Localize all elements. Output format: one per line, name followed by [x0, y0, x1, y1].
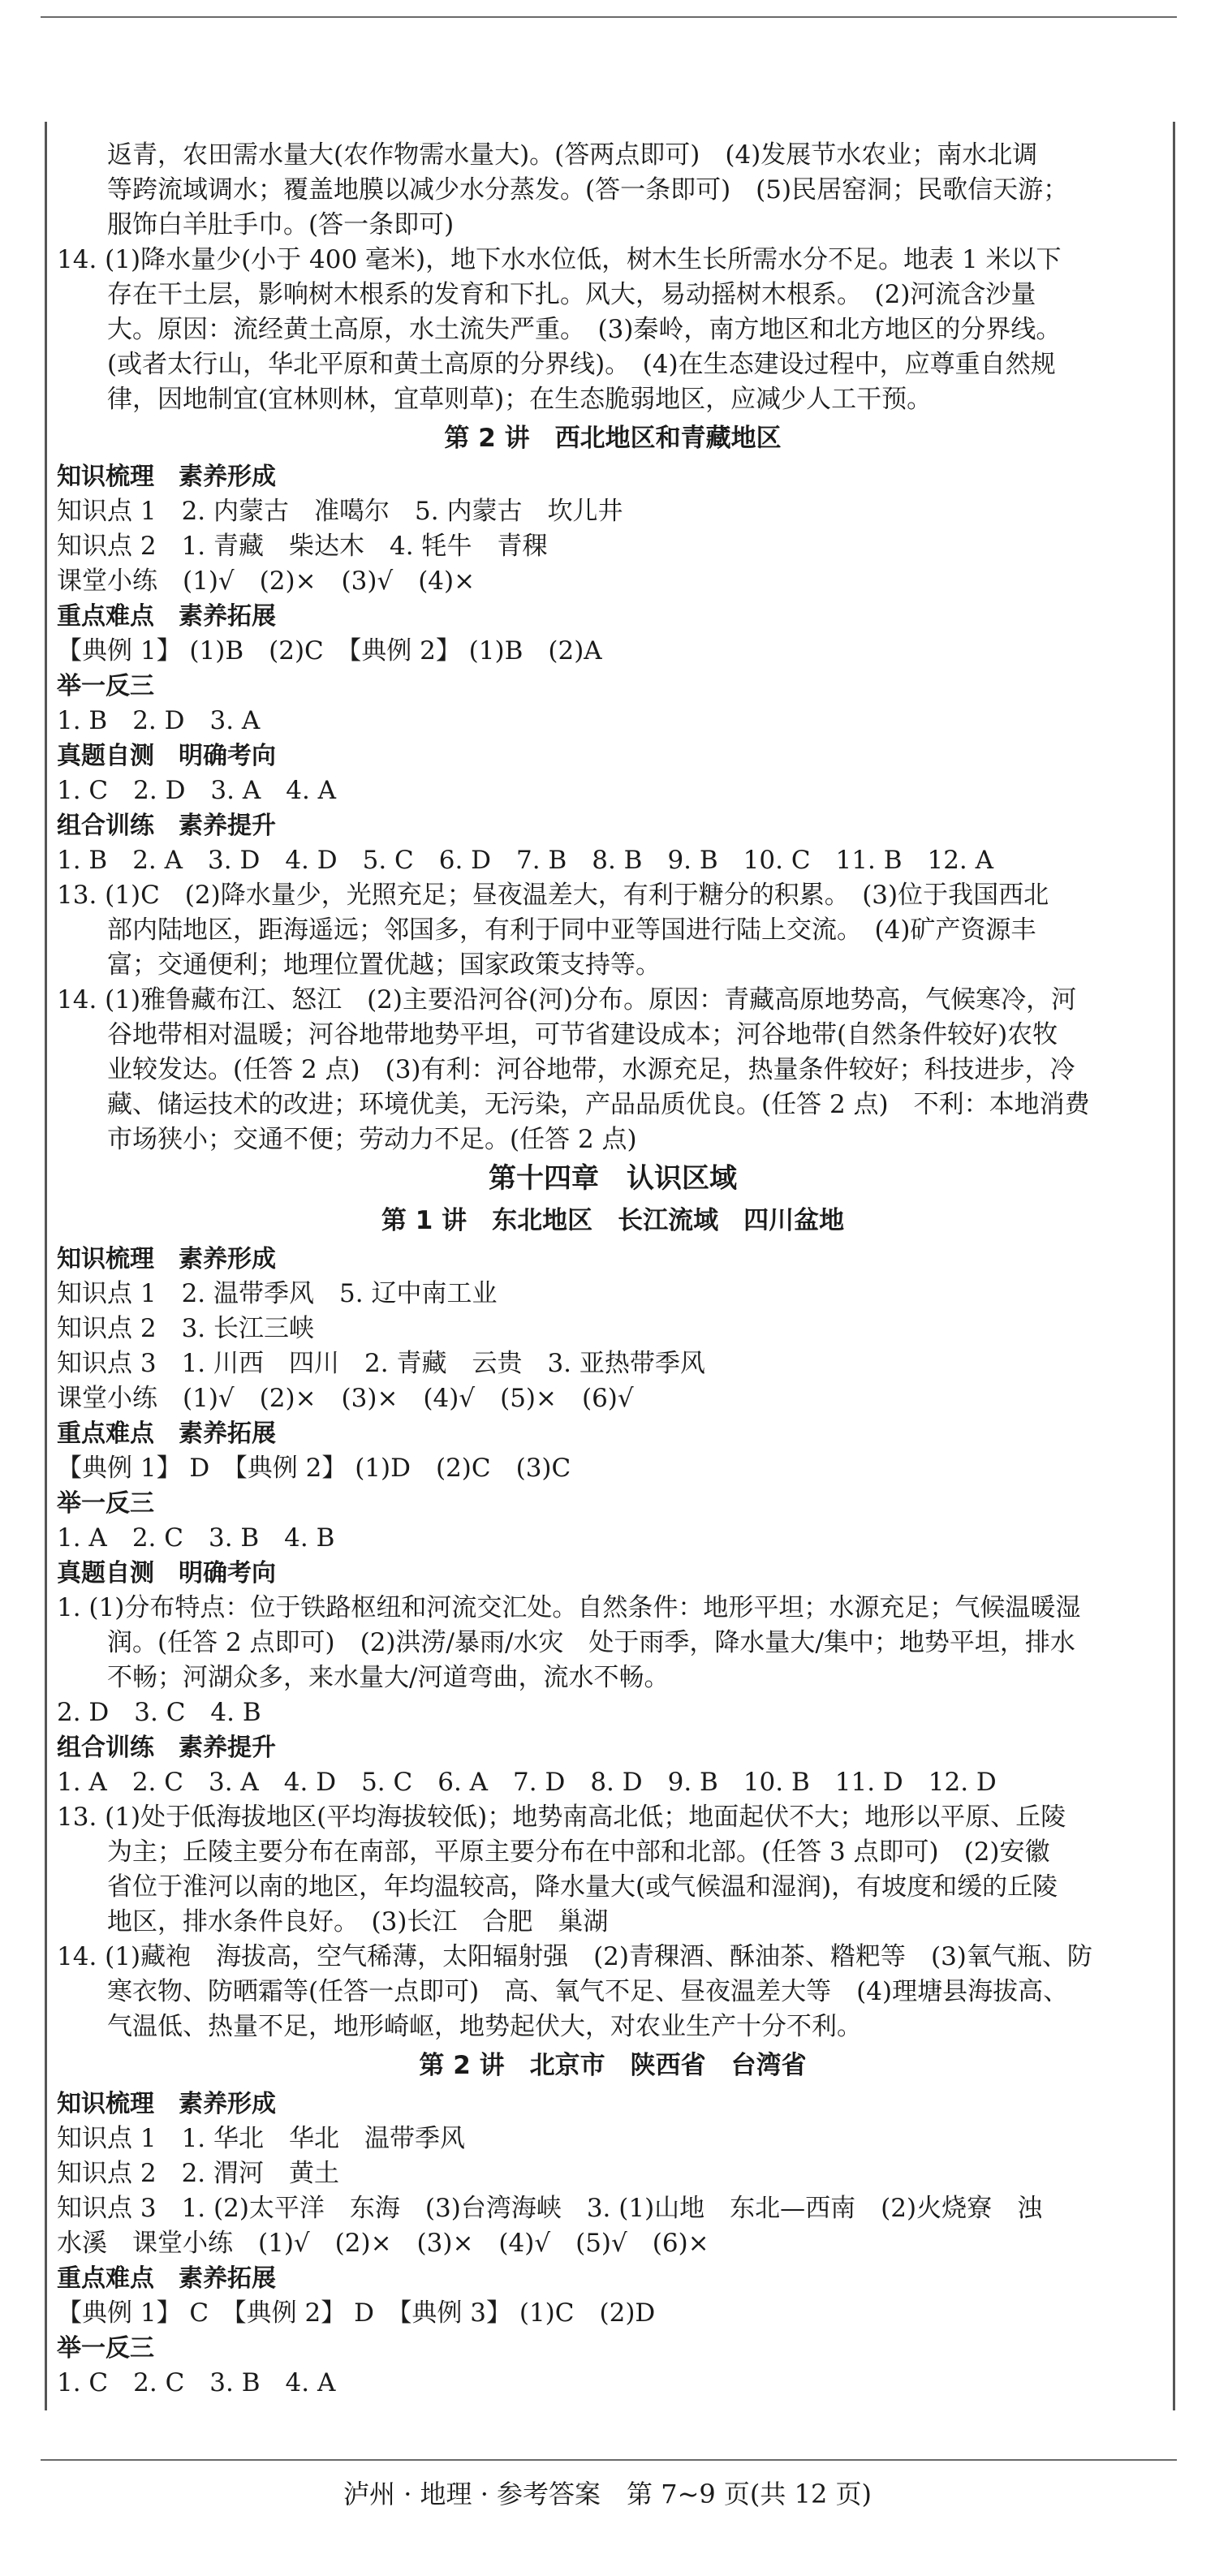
text-line: 为主；丘陵主要分布在南部，平原主要分布在中部和北部。(任答 3 点即可) (2)安徽 — [107, 1837, 1050, 1867]
text-line: 【典例 1】 C 【典例 2】 D 【典例 3】 (1)C (2)D — [57, 2298, 656, 2328]
text-line: (或者太行山，华北平原和黄土高原的分界线)。 (4)在生态建设过程中，应尊重自然规 — [107, 350, 1056, 379]
text-line: 14. (1)雅鲁藏布江、怒江 (2)主要沿河谷(河)分布。原因：青藏高原地势高，气候寒冷，河 — [57, 985, 1077, 1014]
subsection-label: 知识梳理 素养形成 — [57, 463, 276, 491]
text-line: 课堂小练 (1)√ (2)× (3)× (4)√ (5)× (6)√ — [57, 1384, 634, 1413]
text-line: 水溪 课堂小练 (1)√ (2)× (3)× (4)√ (5)√ (6)× — [57, 2229, 709, 2258]
section-heading: 第 1 讲 东北地区 长江流域 四川盆地 — [381, 1206, 845, 1235]
bottom-rule — [41, 2459, 1177, 2461]
text-line: 知识点 2 2. 渭河 黄土 — [57, 2159, 340, 2188]
text-line: 知识点 3 1. 川西 四川 2. 青藏 云贵 3. 亚热带季风 — [57, 1349, 705, 1378]
text-line: 14. (1)藏袍 海拔高，空气稀薄，太阳辐射强 (2)青稞酒、酥油茶、糌粑等 (3)氧气瓶、防 — [57, 1942, 1092, 1971]
right-border — [1173, 122, 1175, 2410]
subsection-label: 知识梳理 素养形成 — [57, 2090, 276, 2118]
text-line: 大。原因：流经黄土高原，水土流失严重。 (3)秦岭，南方地区和北方地区的分界线。 — [107, 315, 1062, 344]
subsection-label: 组合训练 素养提升 — [57, 1734, 276, 1762]
section-heading: 第 2 讲 西北地区和青藏地区 — [444, 424, 782, 453]
text-line: 【典例 1】 (1)B (2)C 【典例 2】 (1)B (2)A — [57, 636, 602, 666]
text-line: 知识点 1 1. 华北 华北 温带季风 — [57, 2124, 466, 2153]
text-line: 润。(任答 2 点即可) (2)洪涝/暴雨/水灾 处于雨季，降水量大/集中；地势平坦，排水 — [107, 1628, 1075, 1657]
text-line: 富；交通便利；地理位置优越；国家政策支持等。 — [107, 950, 661, 980]
text-line: 业较发达。(任答 2 点) (3)有利：河谷地带，水源充足，热量条件较好；科技进步，冷 — [107, 1055, 1075, 1084]
section-heading: 第 2 讲 北京市 陕西省 台湾省 — [419, 2051, 807, 2080]
text-line: 14. (1)降水量少(小于 400 毫米)，地下水水位低，树木生长所需水分不足。地表 1 米以下 — [57, 245, 1062, 274]
text-line: 知识点 1 2. 温带季风 5. 辽中南工业 — [57, 1279, 498, 1308]
subsection-label: 重点难点 素养拓展 — [57, 2264, 276, 2293]
subsection-label: 举一反三 — [57, 2334, 154, 2363]
subsection-label: 重点难点 素养拓展 — [57, 602, 276, 631]
text-line: 课堂小练 (1)√ (2)× (3)√ (4)× — [57, 566, 476, 596]
left-border — [45, 122, 47, 2410]
text-line: 服饰白羊肚手巾。(答一条即可) — [107, 210, 455, 239]
text-line: 不畅；河湖众多，来水量大/河道弯曲，流水不畅。 — [107, 1663, 670, 1692]
text-line: 1. A 2. C 3. B 4. B — [57, 1523, 335, 1553]
text-line: 【典例 1】 D 【典例 2】 (1)D (2)C (3)C — [57, 1454, 571, 1483]
text-line: 2. D 3. C 4. B — [57, 1698, 261, 1727]
text-line: 谷地带相对温暖；河谷地带地势平坦，可节省建设成本；河谷地带(自然条件较好)农牧 — [107, 1020, 1058, 1049]
text-line: 省位于淮河以南的地区，年均温较高，降水量大(或气候温和湿润)，有坡度和缓的丘陵 — [107, 1872, 1058, 1902]
text-line: 1. B 2. A 3. D 4. D 5. C 6. D 7. B 8. B 9. B 10. C 11. B 12. A — [57, 846, 994, 875]
text-line: 知识点 3 1. (2)太平洋 东海 (3)台湾海峡 3. (1)山地 东北—西南 (2)火烧寮 浊 — [57, 2194, 1043, 2223]
text-line: 13. (1)C (2)降水量少，光照充足；昼夜温差大，有利于糖分的积累。 (3)位于我国西北 — [57, 881, 1049, 910]
text-line: 1. A 2. C 3. A 4. D 5. C 6. A 7. D 8. D 9. B 10. B 11. D 12. D — [57, 1768, 997, 1797]
text-line: 市场狭小；交通不便；劳动力不足。(任答 2 点) — [107, 1125, 637, 1154]
subsection-label: 知识梳理 素养形成 — [57, 1245, 276, 1273]
text-line: 知识点 2 1. 青藏 柴达木 4. 牦牛 青稞 — [57, 532, 548, 561]
subsection-label: 真题自测 明确考向 — [57, 1559, 276, 1587]
text-line: 1. (1)分布特点：位于铁路枢纽和河流交汇处。自然条件：地形平坦；水源充足；气候温暖湿 — [57, 1593, 1081, 1622]
text-line: 部内陆地区，距海遥远；邻国多，有利于同中亚等国进行陆上交流。 (4)矿产资源丰 — [107, 915, 1036, 945]
text-line: 返青，农田需水量大(农作物需水量大)。(答两点即可) (4)发展节水农业；南水北调 — [107, 140, 1038, 170]
text-line: 13. (1)处于低海拔地区(平均海拔较低)；地势南高北低；地面起伏不大；地形以平原、丘陵 — [57, 1803, 1066, 1832]
text-line: 知识点 2 3. 长江三峡 — [57, 1314, 315, 1343]
text-line: 知识点 1 2. 内蒙古 准噶尔 5. 内蒙古 坎儿井 — [57, 497, 623, 526]
subsection-label: 举一反三 — [57, 672, 154, 700]
text-line: 存在干土层，影响树木根系的发育和下扎。风大，易动摇树木根系。 (2)河流含沙量 — [107, 280, 1036, 309]
answer-content — [57, 138, 1169, 2401]
text-line: 等跨流域调水；覆盖地膜以减少水分蒸发。(答一条即可) (5)民居窑洞；民歌信天游； — [107, 175, 1069, 205]
subsection-label: 组合训练 素养提升 — [57, 812, 276, 840]
text-line: 寒衣物、防晒霜等(任答一点即可) 高、氧气不足、昼夜温差大等 (4)理塘县海拔高、 — [107, 1977, 1069, 2006]
subsection-label: 真题自测 明确考向 — [57, 742, 276, 770]
subsection-label: 重点难点 素养拓展 — [57, 1419, 276, 1448]
page-footer: 泸州 · 地理 · 参考答案 第 7~9 页(共 12 页) — [343, 2479, 872, 2509]
top-rule — [41, 16, 1177, 18]
text-line: 地区，排水条件良好。 (3)长江 合肥 巢湖 — [107, 1907, 609, 1936]
subsection-label: 举一反三 — [57, 1489, 154, 1518]
text-line: 1. C 2. C 3. B 4. A — [57, 2368, 336, 2397]
text-line: 1. B 2. D 3. A — [57, 706, 261, 735]
text-line: 藏、储运技术的改进；环境优美，无污染，产品品质优良。(任答 2 点) 不利：本地消费 — [107, 1090, 1090, 1119]
text-line: 律，因地制宜(宜林则林，宜草则草)；在生态脆弱地区，应减少人工干预。 — [107, 385, 933, 414]
text-line: 1. C 2. D 3. A 4. A — [57, 776, 337, 805]
section-heading: 第十四章 认识区域 — [489, 1162, 737, 1195]
text-line: 气温低、热量不足，地形崎岖，地势起伏大，对农业生产十分不利。 — [107, 2012, 862, 2041]
